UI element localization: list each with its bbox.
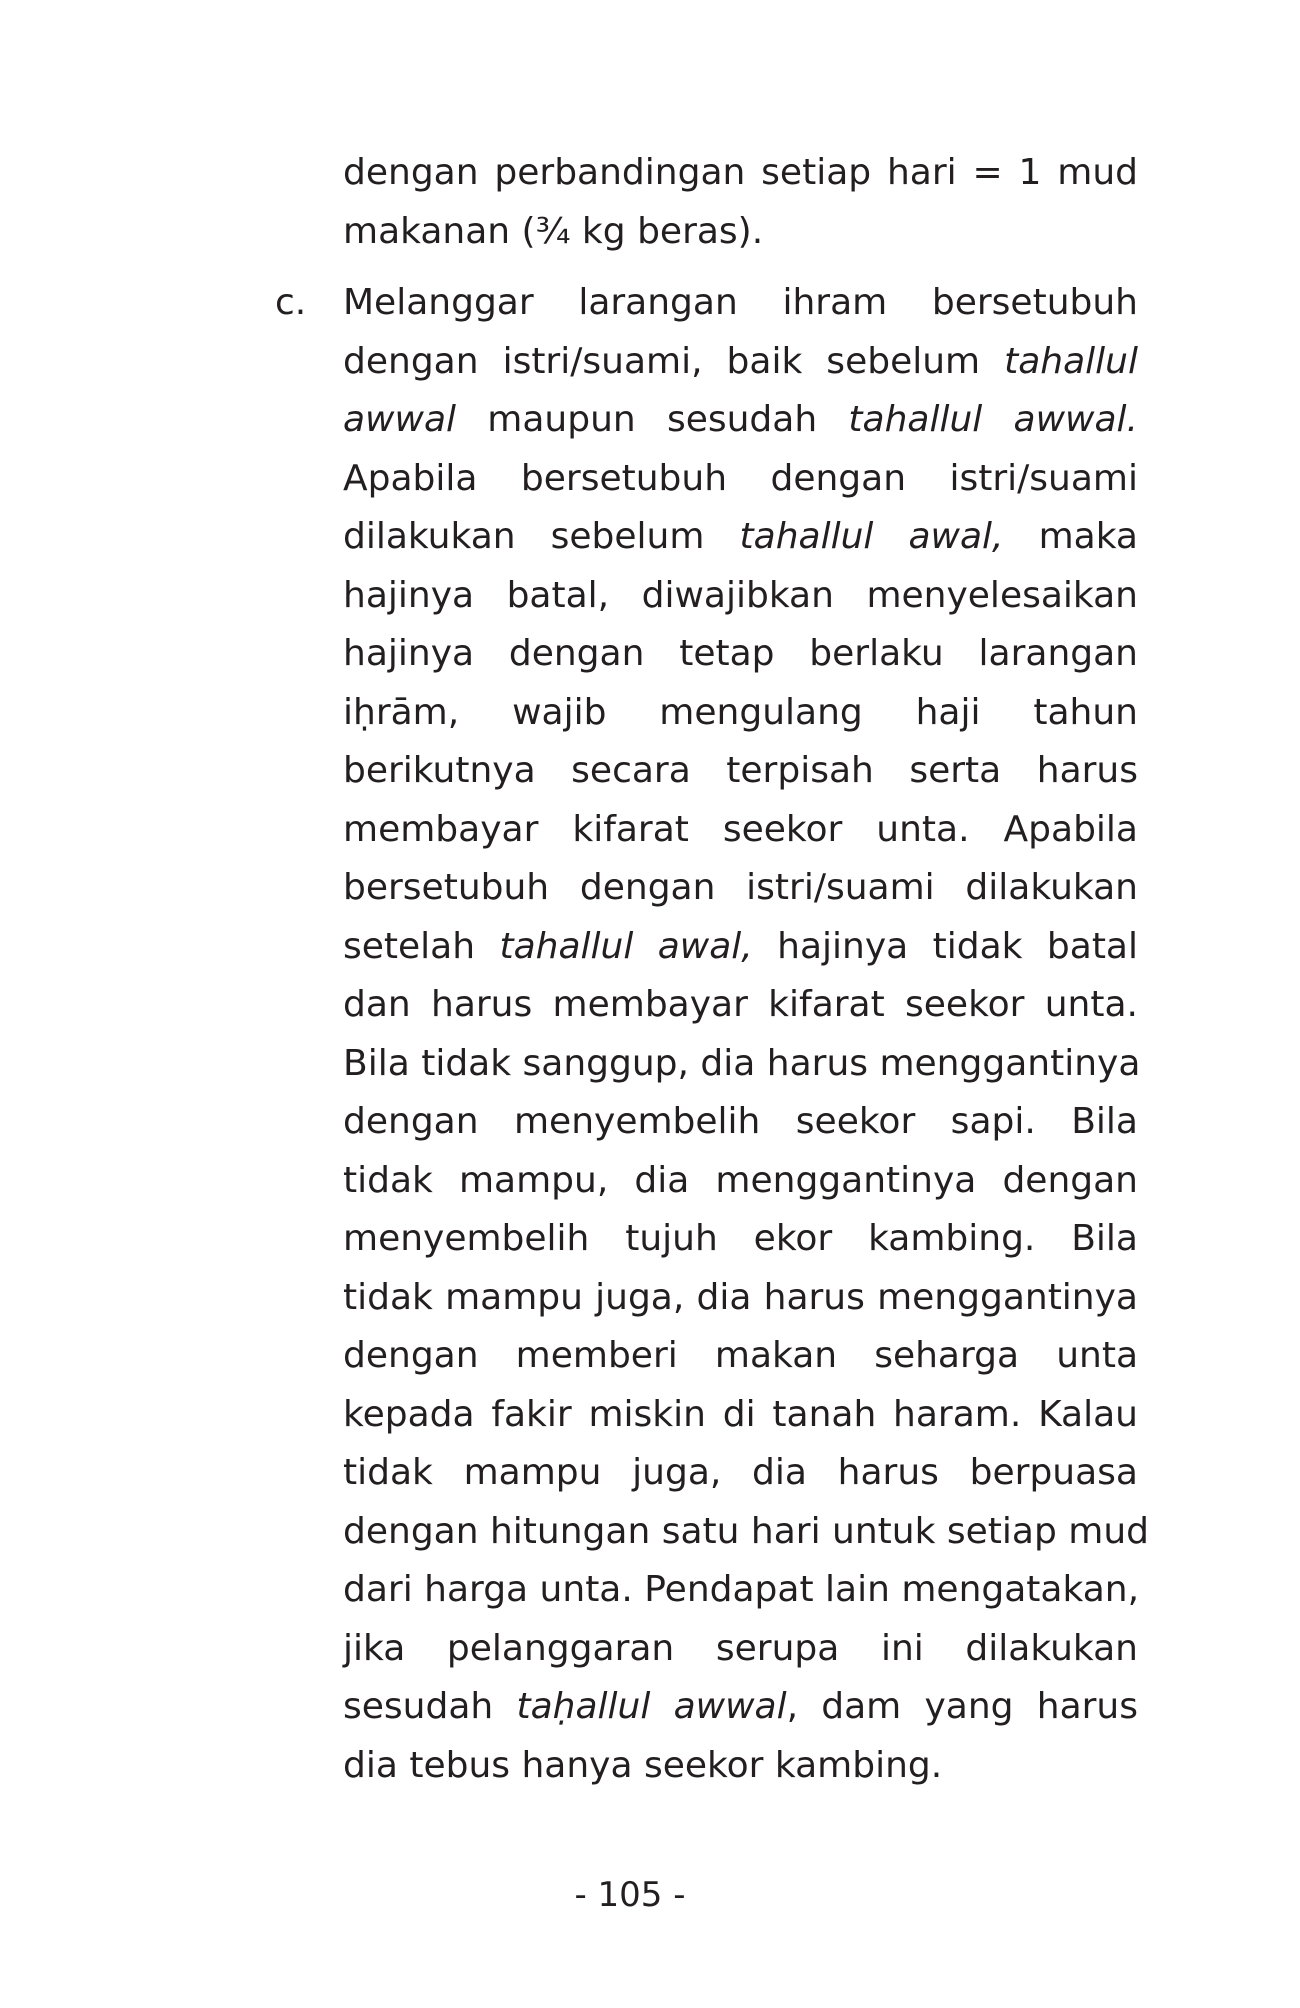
text-line [343,1093,1138,1152]
text-run: tidak mampu juga, dia harus menggantinya [343,1276,1138,1318]
text-line [343,1035,1141,1094]
italic-term: taḥallul awwal [516,1686,787,1727]
text-run: Melanggar larangan ihram bersetubuh [343,282,1138,323]
text-line [343,684,1138,743]
italic-term: awwal [343,399,457,440]
text-run: sesudah [343,1686,517,1727]
text-run: Bila tidak sanggup, dia harus menggantinya [343,1042,1141,1084]
text-run: bersetubuh dengan istri/suami dilakukan [343,867,1138,908]
text-line [343,1503,1150,1562]
text-run: kepada fakir miskin di tanah haram. Kalau [343,1393,1138,1435]
text-run: dengan istri/suami, baik sebelum [343,340,1005,382]
text-line: dengan perbandingan setiap hari = 1 mud [343,152,1138,193]
text-line [343,742,1138,801]
text-run: tidak mampu, dia menggantinya dengan [343,1159,1138,1201]
text-run: dari harga unta. Pendapat lain mengatakan, [343,1569,1140,1610]
text-run: hajinya batal, diwajibkan menyelesaikan [343,574,1138,616]
text-run: dilakukan sebelum [343,516,740,557]
text-run: dia tebus hanya seekor kambing. [343,1744,943,1786]
italic-term: tahallul awal, [739,516,1004,557]
text-run: , dam yang harus [786,1686,1138,1727]
text-run: maka [1003,516,1138,557]
text-run: maupun sesudah [456,399,849,440]
text-line [343,1327,1138,1386]
text-run: tidak mampu juga, dia harus berpuasa [343,1452,1138,1493]
italic-term: tahallul [1004,340,1138,382]
text-line [343,1152,1138,1211]
text-line [343,508,1138,567]
page-number: - 105 - [574,1875,686,1915]
text-run: dengan hitungan satu hari untuk setiap mud [343,1510,1150,1552]
text-line: makanan (¾ kg beras). [343,210,764,252]
text-line [343,801,1138,860]
text-run: setelah [343,925,500,967]
text-line [343,1386,1138,1445]
text-line [343,1678,1138,1737]
text-line [343,1561,1138,1620]
text-line [343,1210,1138,1269]
text-line [343,625,1138,684]
text-line [343,391,1138,450]
text-line [343,1269,1138,1328]
text-line [343,1620,1138,1679]
text-run: Apabila bersetubuh dengan istri/suami [343,457,1138,499]
text-line [343,274,1138,333]
text-line [343,859,1138,918]
text-line [343,918,1138,977]
intro-paragraph [343,144,1138,261]
text-run: hajinya dengan tetap berlaku larangan [343,633,1138,674]
text-run: jika pelanggaran serupa ini dilakukan [343,1627,1138,1669]
text-run: dengan memberi makan seharga unta [343,1335,1138,1376]
text-run: menyembelih tujuh ekor kambing. Bila [343,1218,1138,1259]
italic-term: tahallul awwal. [848,399,1138,440]
text-run: berikutnya secara terpisah serta harus [343,750,1138,791]
list-item-marker: c. [275,282,307,323]
text-line [343,976,1138,1035]
text-line [343,1444,1138,1503]
text-line [343,450,1138,509]
text-run: hajinya tidak batal [752,925,1138,967]
text-line [343,567,1138,626]
text-line [343,333,1138,392]
list-item-body [343,274,1150,1795]
text-run: dengan menyembelih seekor sapi. Bila [343,1101,1138,1142]
italic-term: tahallul awal, [499,925,753,967]
text-run: dan harus membayar kifarat seekor unta. [343,984,1138,1025]
text-run: iḥrām, wajib mengulang haji tahun [343,691,1138,733]
text-run: membayar kifarat seekor unta. Apabila [343,808,1138,850]
text-line [343,1737,1138,1796]
